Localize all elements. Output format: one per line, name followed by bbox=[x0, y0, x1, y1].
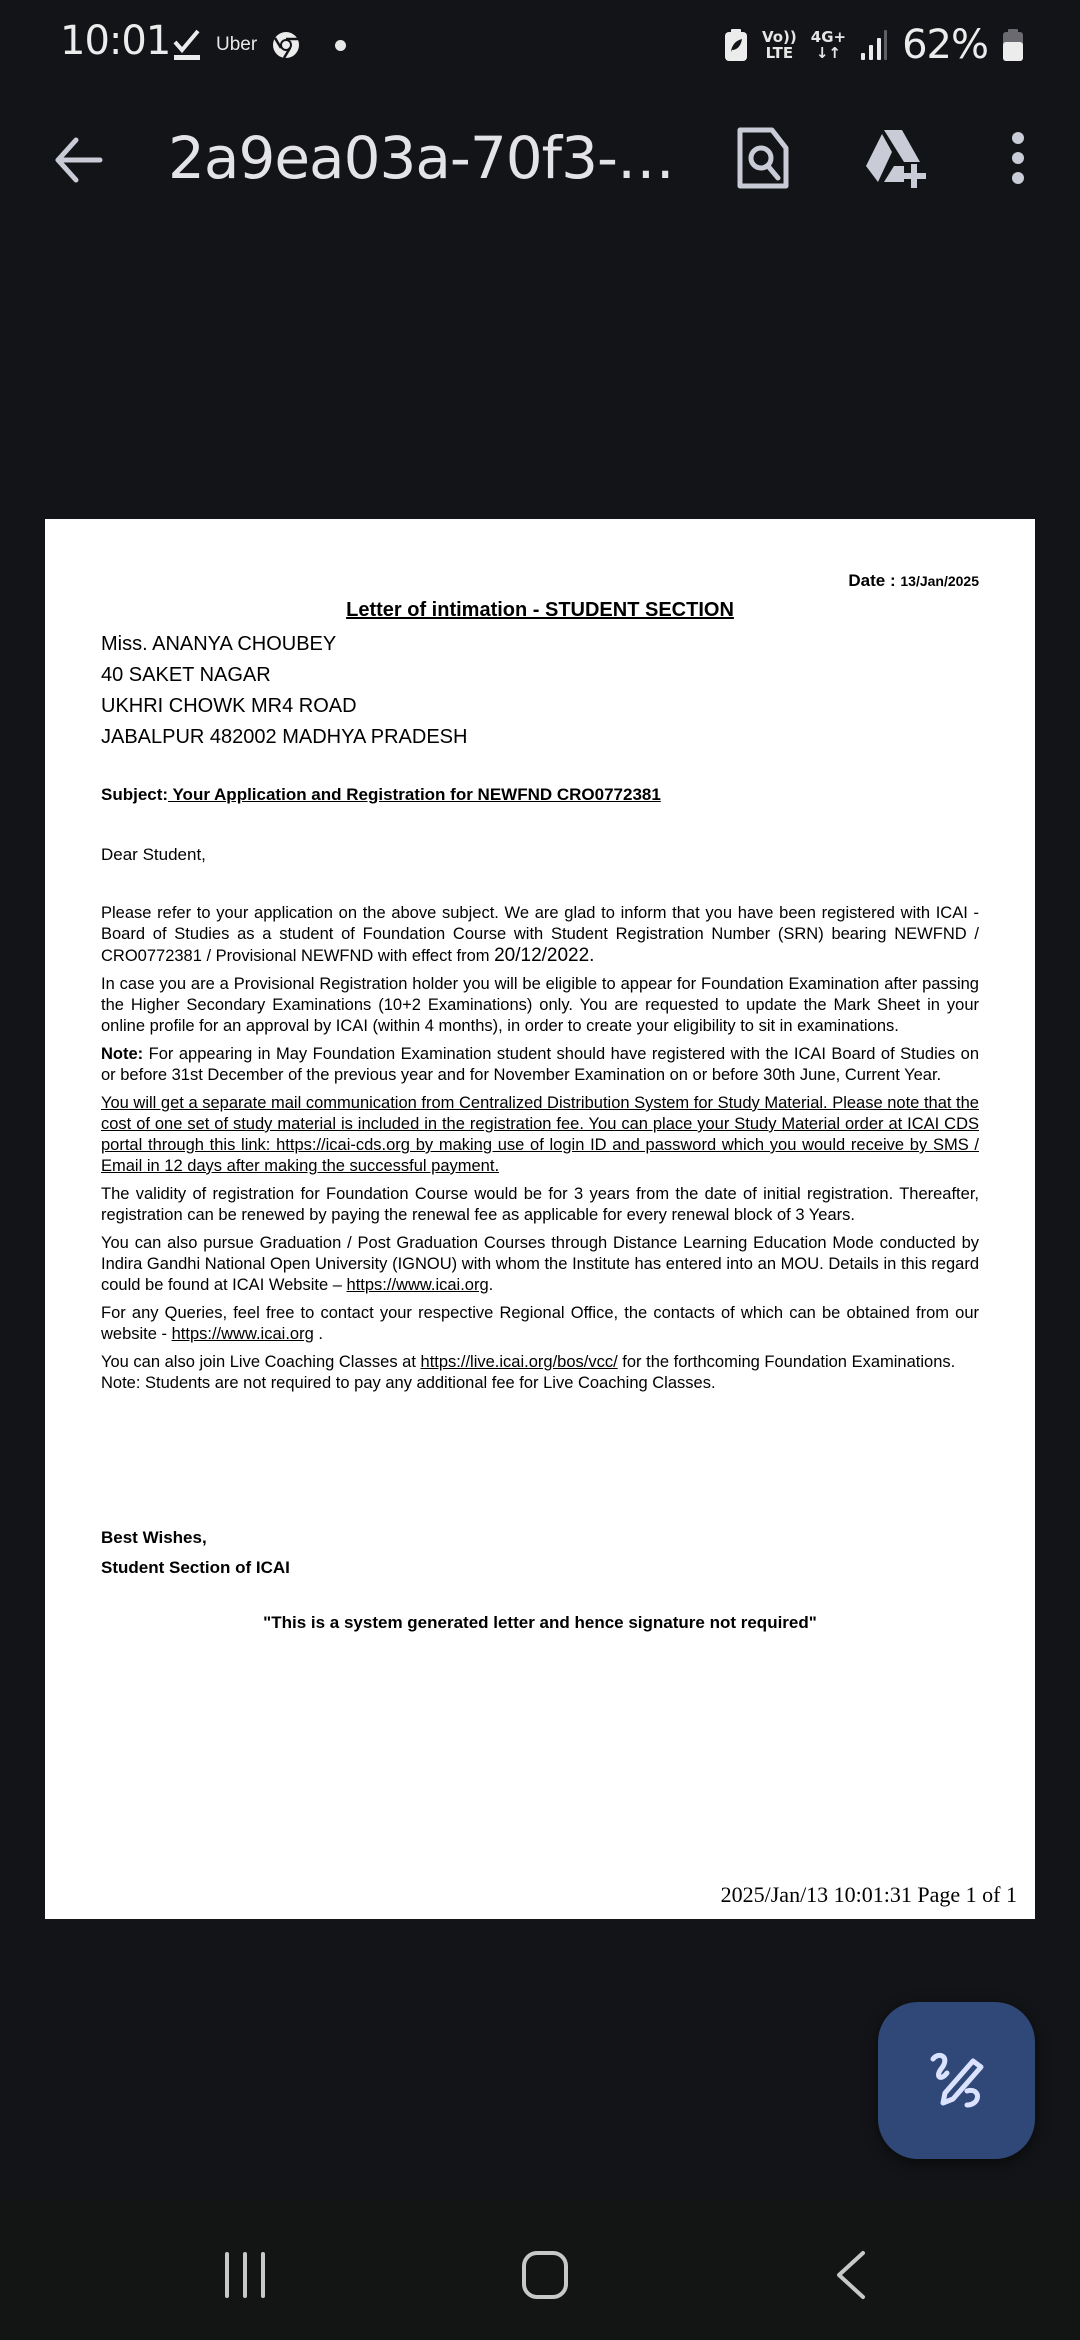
annotate-button[interactable] bbox=[878, 2002, 1035, 2159]
page-footer: 2025/Jan/13 10:01:31 Page 1 of 1 bbox=[720, 1882, 1017, 1907]
paragraph-study-material: You will get a separate mail communication from Centralized Distribution System for Study Material. Please note that the cost of one set of study material is included in the registration fee. You can place your Study Material order at ICAI CDS portal through this link: https://icai-cds.org by making use of login ID and password which you would receive by SMS / Email in 12 days after making the successful payment. bbox=[101, 1094, 979, 1175]
recent-apps-icon bbox=[223, 2252, 267, 2298]
back-button[interactable] bbox=[50, 132, 106, 188]
status-time: 10:01 bbox=[60, 18, 171, 64]
paragraph-registration: Please refer to your application on the above subject. We are glad to inform that you have been registered with ICAI - Board of Studies as a student of Foundation Course with Student Registration Number (SRN) bearing NEWFND / CRO0772381 / Provisional NEWFND with effect from 20/12/2022. bbox=[101, 904, 979, 966]
arrow-back-icon bbox=[50, 132, 106, 188]
live-coaching-link[interactable]: https://live.icai.org/bos/vcc/ bbox=[420, 1353, 618, 1371]
chrome-icon bbox=[271, 30, 301, 60]
paragraph-validity: The validity of registration for Foundation Course would be for 3 years from the date of initial registration. Thereafter, registration can be renewed by paying the renewal fee as applicable for every renewal block of 3 Years. bbox=[101, 1185, 979, 1224]
pdf-page[interactable] bbox=[45, 519, 1035, 1919]
closing bbox=[101, 1523, 290, 1583]
address-line: JABALPUR 482002 MADHYA PRADESH bbox=[101, 726, 468, 748]
uber-icon: Uber bbox=[216, 34, 258, 55]
notification-icons bbox=[172, 28, 346, 62]
dot-icon bbox=[335, 40, 346, 51]
volte-icon: Vo)) LTE bbox=[761, 28, 797, 62]
letter-subject: Subject: Your Application and Registration for NEWFND CRO0772381 bbox=[101, 785, 661, 804]
closing-wishes: Best Wishes, bbox=[101, 1528, 207, 1547]
letter-date: Date : 13/Jan/2025 bbox=[848, 571, 979, 590]
more-options-button[interactable] bbox=[988, 126, 1048, 190]
checklist-icon bbox=[172, 28, 202, 62]
paragraph-provisional: In case you are a Provisional Registration holder you will be eligible to appear for Foundation Examination after passing the Higher Secondary Examinations (10+2 Examinations) only. You are requested to update the Mark Sheet in your online profile for an approval by ICAI (within 4 months), in order to create your eligibility to sit in examinations. bbox=[101, 975, 979, 1035]
coaching-fee-note: Note: Students are not required to pay any additional fee for Live Coaching Classes. bbox=[101, 1374, 716, 1392]
address-line: Miss. ANANYA CHOUBEY bbox=[101, 633, 337, 655]
system-nav-bar bbox=[0, 2200, 1080, 2340]
status-bar bbox=[0, 0, 1080, 88]
recent-apps-button[interactable] bbox=[210, 2240, 280, 2310]
annotate-pen-icon bbox=[927, 2051, 987, 2111]
letter-title: Letter of intimation - STUDENT SECTION bbox=[346, 599, 734, 621]
address-line: 40 SAKET NAGAR bbox=[101, 664, 271, 686]
battery-icon bbox=[1002, 28, 1024, 62]
letter-body bbox=[101, 903, 979, 1401]
closing-signatory: Student Section of ICAI bbox=[101, 1558, 290, 1577]
greeting: Dear Student, bbox=[101, 845, 206, 864]
paragraph-queries: For any Queries, feel free to contact your respective Regional Office, the contacts of which can be obtained from our website - https://www.icai.org . bbox=[101, 1304, 979, 1343]
battery-percent: 62% bbox=[902, 22, 988, 68]
chevron-left-icon bbox=[833, 2250, 867, 2300]
drive-add-icon bbox=[864, 126, 928, 190]
icai-website-link[interactable]: https://www.icai.org bbox=[171, 1325, 314, 1343]
paragraph-coaching: You can also join Live Coaching Classes at https://live.icai.org/bos/vcc/ for the forthcoming Foundation Examinations. bbox=[101, 1353, 956, 1371]
system-generated-note: "This is a system generated letter and hence signature not required" bbox=[263, 1613, 817, 1632]
recipient-address bbox=[101, 629, 467, 753]
nav-back-button[interactable] bbox=[815, 2240, 885, 2310]
system-icons bbox=[724, 22, 1024, 68]
home-icon bbox=[521, 2250, 569, 2300]
find-in-document-button[interactable] bbox=[730, 126, 794, 190]
network-type-icon: 4G+ ↓↑ bbox=[810, 28, 847, 62]
app-bar bbox=[0, 110, 1080, 210]
document-title: 2a9ea03a-70f3-… bbox=[168, 124, 674, 192]
document-search-icon bbox=[730, 126, 794, 190]
address-line: UKHRI CHOWK MR4 ROAD bbox=[101, 695, 357, 717]
paragraph-ignou: You can also pursue Graduation / Post Graduation Courses through Distance Learning Education Mode conducted by Indira Gandhi National Open University (IGNOU) with whom the Institute has entered into an MOU. Details in this regard could be found at ICAI Website – https://www.icai.org. bbox=[101, 1234, 979, 1294]
add-to-drive-button[interactable] bbox=[864, 126, 928, 190]
more-vert-icon bbox=[988, 126, 1048, 190]
battery-saver-icon bbox=[724, 28, 748, 62]
home-button[interactable] bbox=[510, 2240, 580, 2310]
signal-icon bbox=[860, 29, 888, 61]
paragraph-note: Note: For appearing in May Foundation Examination student should have registered with the ICAI Board of Studies on or before 31st December of the previous year and for November Examination on or before 30th June, Current Year. bbox=[101, 1045, 979, 1084]
icai-website-link[interactable]: https://www.icai.org bbox=[346, 1276, 489, 1294]
